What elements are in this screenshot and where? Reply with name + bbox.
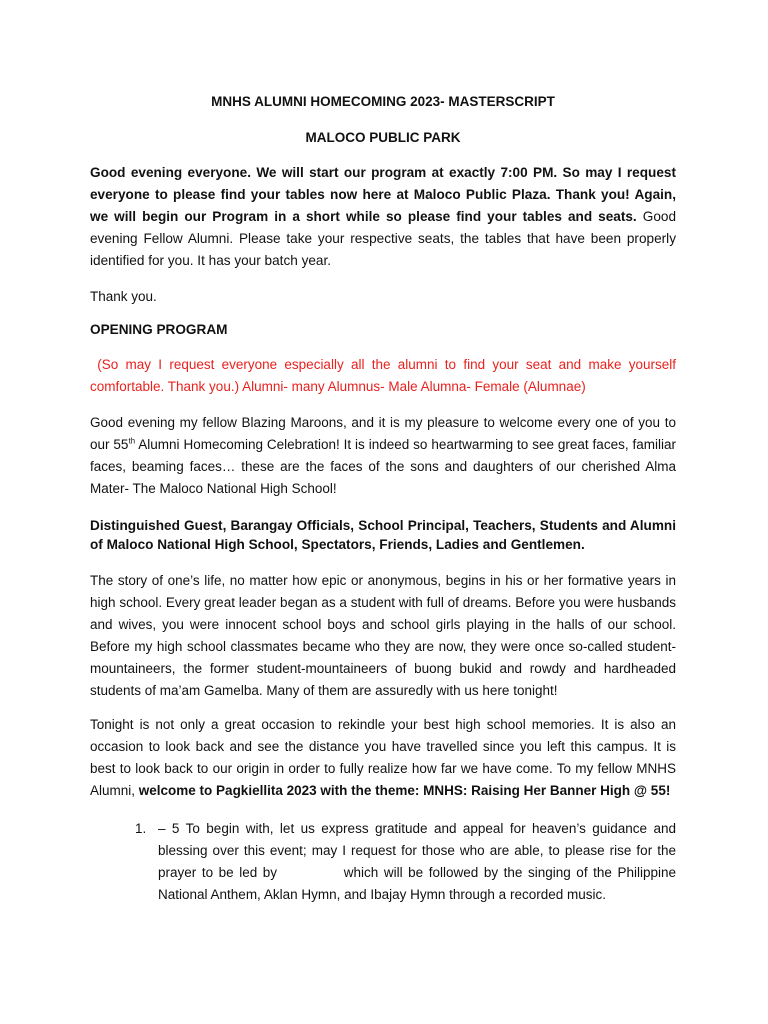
welcome-text-a: Good evening my fellow Blazing Maroons, and it is my pleasure to welcome every one of you to our 55 [90, 415, 676, 452]
theme-bold-text: welcome to Pagkiellita 2023 with the theme: MNHS: Raising Her Banner High @ 55! [138, 783, 671, 798]
program-list [90, 818, 676, 906]
list-item [90, 818, 676, 906]
opening-program-heading: OPENING PROGRAM [90, 322, 228, 337]
thank-you-line: Thank you. [90, 289, 157, 304]
tonight-paragraph [90, 714, 676, 802]
story-paragraph: The story of one’s life, no matter how epic or anonymous, begins in his or her formative years in high school. Every great leader began as a student with full of dreams. Before you were husbands and wives, you were innocent school boys and school girls playing in the halls of our school. Before my high school classmates became who they are now, they were once so-called student-mountaineers, the former student-mountaineers of buong bukid and rowdy and hardheaded students of ma’am Gamelba. Many of them are assuredly with us here tonight! [90, 573, 676, 698]
intro-paragraph [90, 162, 676, 272]
document-page [90, 92, 676, 906]
guests-salutation: Distinguished Guest, Barangay Officials, School Principal, Teachers, Students and Alumni of Maloco National High School, Spectators, Friends, Ladies and Gentlemen. [90, 518, 676, 552]
list-item-text: – 5 To begin with, let us express gratitude and appeal for heaven’s guidance and blessing over this event; may I request for those who are able, to please rise for the prayer to be led by which will be followed by the singing of the Philippine National Anthem, Aklan Hymn, and Ibajay Hymn through a recorded music. [158, 821, 676, 902]
red-instruction-note: (So may I request everyone especially all the alumni to find your seat and make yourself comfortable. Thank you.) Alumni- many Alumnus- Male Alumna- Female (Alumnae) [90, 357, 676, 394]
tonight-text: Tonight is not only a great occasion to rekindle your best high school memories. It is also an occasion to look back and see the distance you have travelled since you left this campus. It is best to look back to our origin in order to fully realize how far we have come. To my fellow MNHS Alumni, [90, 717, 676, 798]
intro-regular-text: Good evening Fellow Alumni. Please take your respective seats, the tables that have been properly identified for you. It has your batch year. [90, 209, 677, 268]
document-title: MNHS ALUMNI HOMECOMING 2023- MASTERSCRIPT [211, 94, 555, 109]
welcome-text-b: Alumni Homecoming Celebration! It is indeed so heartwarming to see great faces, familiar faces, beaming faces… these are the faces of the sons and daughters of our cherished Alma Mater- The Maloco National High School! [90, 437, 676, 496]
welcome-paragraph [90, 412, 676, 500]
list-item-number: 1. [135, 821, 147, 836]
venue-title: MALOCO PUBLIC PARK [305, 130, 461, 145]
welcome-superscript: th [128, 436, 136, 446]
intro-bold-text: Good evening everyone. We will start our program at exactly 7:00 PM. So may I request everyone to please find your tables now here at Maloco Public Plaza. Thank you! Again, we will begin our Program in a short while so please find your tables and seats. [90, 165, 676, 224]
